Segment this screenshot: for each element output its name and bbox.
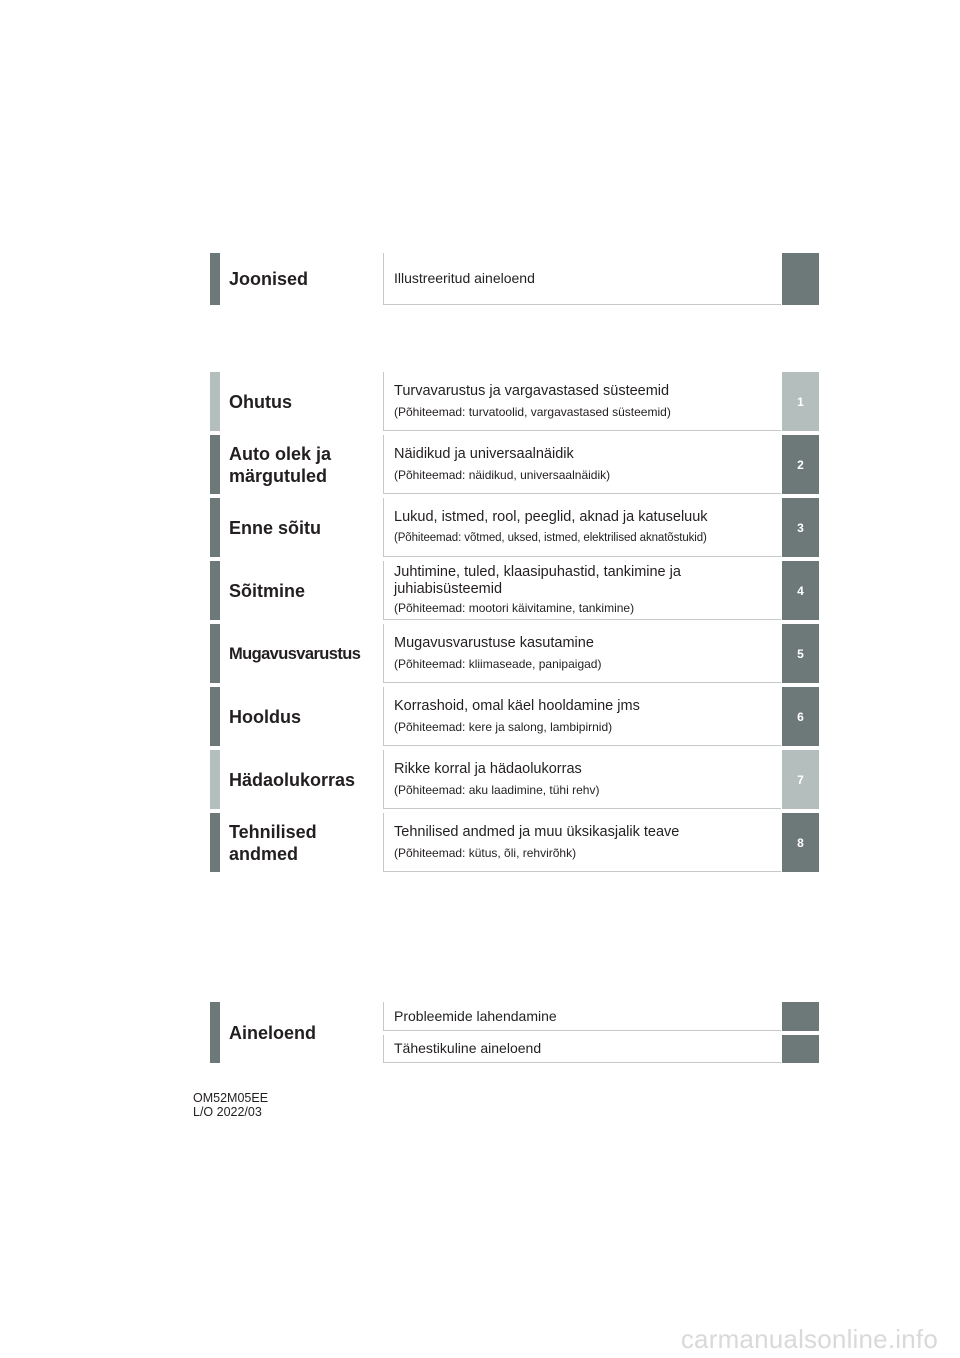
chapter-number-tab[interactable]: 2	[782, 435, 819, 494]
chapter-title: Hooldus	[229, 706, 301, 727]
chapter-description: Juhtimine, tuled, klaasipuhastid, tankimine ja juhiabisüsteemid	[394, 564, 681, 597]
index-item-box	[383, 1002, 781, 1031]
chapter-description-box	[383, 813, 781, 872]
chapter-5[interactable]	[210, 624, 819, 683]
chapter-description: Mugavusvarustuse kasutamine	[394, 634, 594, 651]
chapter-6[interactable]	[210, 687, 819, 746]
document-date: L/O 2022/03	[193, 1105, 262, 1119]
watermark: carmanualsonline.info	[680, 1324, 938, 1354]
chapter-2[interactable]	[210, 435, 819, 494]
chapter-description: Korrashoid, omal käel hooldamine jms	[394, 697, 640, 714]
chapter-topics: (Põhiteemad: võtmed, uksed, istmed, elektrilised aknatõstukid)	[394, 531, 707, 544]
index-item-troubleshooting[interactable]	[210, 1002, 819, 1031]
index-item-label: Tähestikuline aineloend	[394, 1040, 542, 1056]
section-tab	[782, 253, 819, 305]
chapter-number-tab[interactable]: 4	[782, 561, 819, 620]
chapter-title: Sõitmine	[229, 580, 306, 601]
chapter-marker	[210, 435, 220, 494]
chapter-description-box	[383, 498, 781, 557]
chapter-description: Näidikud ja universaalnäidik	[394, 445, 574, 462]
chapter-description: Tehnilised andmed ja muu üksikasjalik teave	[394, 823, 680, 840]
index-item-box	[383, 1035, 781, 1063]
chapter-topics: (Põhiteemad: turvatoolid, vargavastased süsteemid)	[394, 404, 671, 419]
chapter-description: Rikke korral ja hädaolukorras	[394, 760, 582, 777]
chapter-title: Auto olek ja märgutuled	[229, 443, 332, 486]
chapter-description-box	[383, 750, 781, 809]
chapter-1[interactable]	[210, 372, 819, 431]
chapter-description-box	[383, 561, 781, 620]
chapter-marker	[210, 750, 220, 809]
chapter-topics: (Põhiteemad: näidikud, universaalnäidik)	[394, 467, 611, 482]
chapter-number-tab[interactable]: 3	[782, 498, 819, 557]
chapter-title: Enne sõitu	[229, 517, 322, 538]
chapter-marker	[210, 561, 220, 620]
section-title: Joonised	[229, 269, 309, 289]
document-code: OM52M05EE	[193, 1091, 269, 1105]
chapter-title: Tehnilised andmed	[229, 821, 317, 864]
chapter-number-tab[interactable]: 1	[782, 372, 819, 431]
chapter-number-tab[interactable]: 7	[782, 750, 819, 809]
chapter-topics: (Põhiteemad: kütus, õli, rehvirõhk)	[394, 845, 577, 860]
chapter-description-box	[383, 435, 781, 494]
chapter-number-tab[interactable]: 5	[782, 624, 819, 683]
index-item-tab	[782, 1002, 819, 1031]
chapter-description-box	[383, 687, 781, 746]
chapter-title: Ohutus	[229, 391, 292, 412]
section-illustrated[interactable]	[210, 253, 819, 305]
index-item-alphabetical[interactable]	[210, 1035, 819, 1063]
section-title: Aineloend	[229, 1022, 317, 1043]
chapter-marker	[210, 687, 220, 746]
index-item-tab	[782, 1035, 819, 1063]
section-description: Illustreeritud aineloend	[394, 270, 535, 286]
chapter-8[interactable]	[210, 813, 819, 872]
chapter-title: Mugavusvarustus	[229, 644, 361, 663]
chapter-description-box	[383, 624, 781, 683]
chapter-marker	[210, 624, 220, 683]
chapter-7[interactable]	[210, 750, 819, 809]
document-footer	[193, 1091, 268, 1119]
chapter-topics: (Põhiteemad: kere ja salong, lambipirnid)	[394, 719, 613, 734]
chapter-marker	[210, 372, 220, 431]
section-description-box	[383, 253, 781, 305]
chapter-description: Lukud, istmed, rool, peeglid, aknad ja katuseluuk	[394, 508, 708, 525]
index-item-label: Probleemide lahendamine	[394, 1007, 557, 1024]
chapter-marker	[210, 813, 220, 872]
chapter-number-tab[interactable]: 8	[782, 813, 819, 872]
chapter-number-tab[interactable]: 6	[782, 687, 819, 746]
section-marker	[210, 253, 220, 305]
chapter-marker	[210, 498, 220, 557]
chapter-description-box	[383, 372, 781, 431]
chapter-3[interactable]	[210, 498, 819, 557]
chapter-topics: (Põhiteemad: kliimaseade, panipaigad)	[394, 656, 602, 671]
chapter-4[interactable]	[210, 561, 819, 620]
chapter-description: Turvavarustus ja vargavastased süsteemid	[394, 382, 670, 399]
chapter-topics: (Põhiteemad: aku laadimine, tühi rehv)	[394, 782, 600, 797]
chapter-title: Hädaolukorras	[229, 769, 356, 790]
chapter-topics: (Põhiteemad: mootori käivitamine, tankimine)	[394, 601, 635, 615]
